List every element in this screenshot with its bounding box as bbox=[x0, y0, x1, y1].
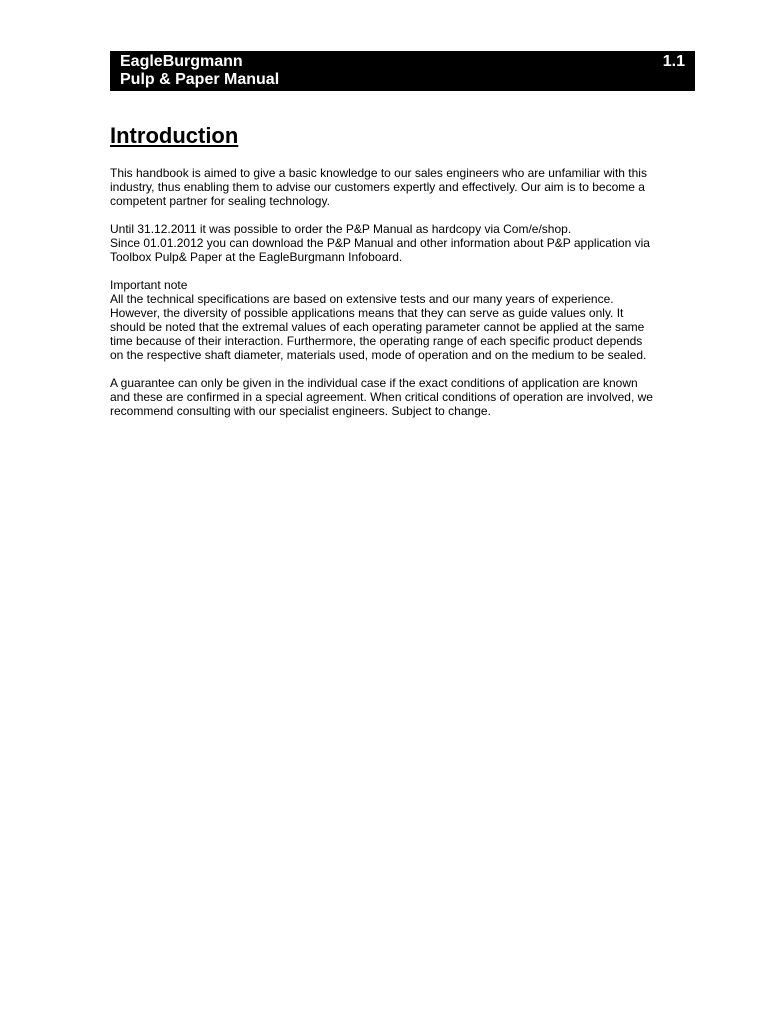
paragraph-important-note bbox=[110, 278, 700, 362]
paragraph-intro bbox=[110, 166, 700, 208]
text-line: However, the diversity of possible applications means that they can serve as guide values only. It bbox=[110, 306, 624, 320]
text-line: on the respective shaft diameter, materials used, mode of operation and on the medium to be sealed. bbox=[110, 348, 647, 362]
header-line-bottom bbox=[120, 71, 685, 89]
text-line: Toolbox Pulp& Paper at the EagleBurgmann Infoboard. bbox=[110, 250, 403, 264]
text-line: industry, thus enabling them to advise our customers expertly and effectively. Our aim is to become a bbox=[110, 180, 645, 194]
text-line: time because of their interaction. Furthermore, the operating range of each specific product depends bbox=[110, 334, 643, 348]
paragraph-guarantee bbox=[110, 376, 700, 418]
header-line-top bbox=[120, 53, 685, 71]
text-line: This handbook is aimed to give a basic knowledge to our sales engineers who are unfamiliar with this bbox=[110, 166, 647, 180]
text-line: should be noted that the extremal values of each operating parameter cannot be applied at the same bbox=[110, 320, 645, 334]
body-text bbox=[110, 166, 700, 432]
text-line: Important note bbox=[110, 278, 188, 292]
page-title: Introduction bbox=[110, 123, 239, 148]
manual-title: Pulp & Paper Manual bbox=[120, 71, 280, 88]
text-line: competent partner for sealing technology. bbox=[110, 194, 330, 208]
text-line: Until 31.12.2011 it was possible to order the P&P Manual as hardcopy via Com/e/shop. bbox=[110, 222, 572, 236]
text-line: recommend consulting with our specialist engineers. Subject to change. bbox=[110, 404, 491, 418]
text-line: A guarantee can only be given in the individual case if the exact conditions of application are known bbox=[110, 376, 638, 390]
page-header bbox=[110, 51, 695, 91]
section-number: 1.1 bbox=[662, 53, 685, 70]
company-name: EagleBurgmann bbox=[120, 53, 243, 70]
text-line: and these are confirmed in a special agreement. When critical conditions of operation are involved, we bbox=[110, 390, 653, 404]
paragraph-ordering bbox=[110, 222, 700, 264]
text-line: Since 01.01.2012 you can download the P&P Manual and other information about P&P application via bbox=[110, 236, 650, 250]
text-line: All the technical specifications are based on extensive tests and our many years of experience. bbox=[110, 292, 614, 306]
